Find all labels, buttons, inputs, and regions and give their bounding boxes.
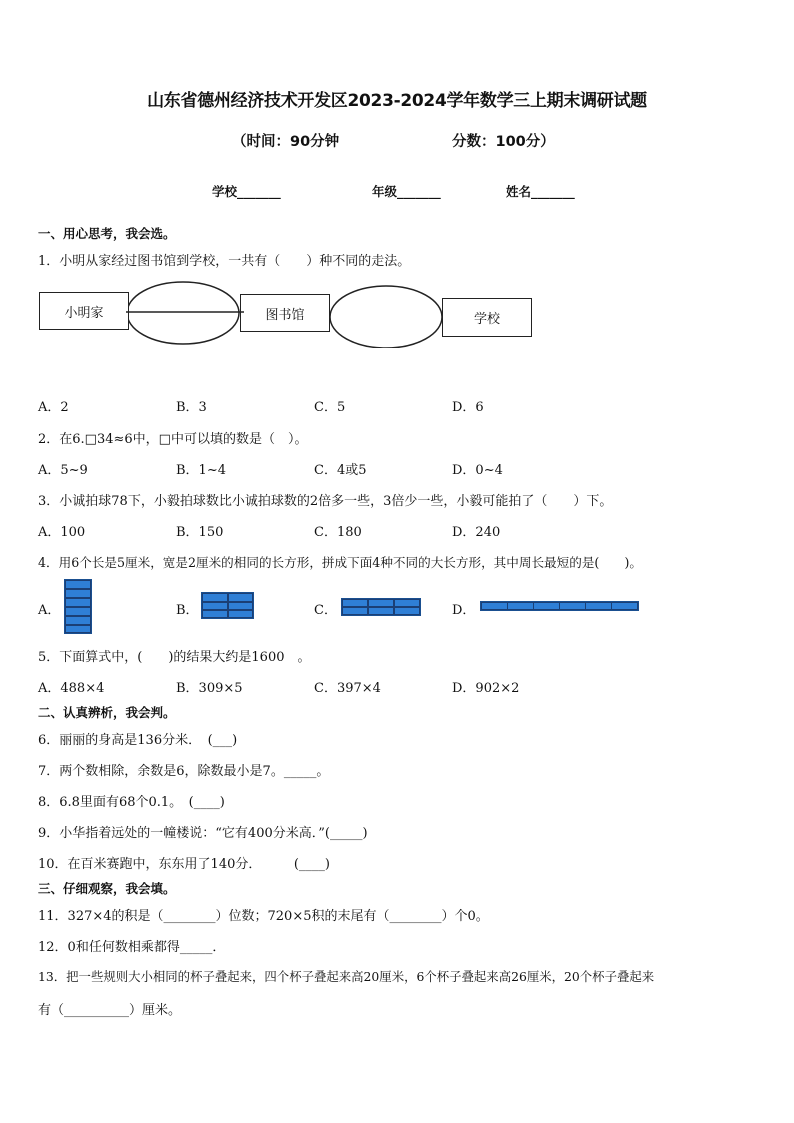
q1-option-b[interactable]: B．3 [176,400,207,415]
q4-figure-c-cell [342,599,368,607]
question-9[interactable]: 9．小华指着远处的一幢楼说：“它有400分米高．”(_____) [38,826,368,841]
q4-figure-b-cell [202,593,228,602]
route-loop-2 [330,286,442,348]
q4-figure-c-cell [342,607,368,615]
q1-option-d[interactable]: D．6 [452,400,484,415]
route-middle-line [126,310,246,314]
q3-option-d[interactable]: D．240 [452,525,501,540]
question-13-line-2[interactable]: 有（__________）厘米。 [38,1003,182,1018]
question-1: 1．小明从家经过图书馆到学校，一共有（ ）种不同的走法。 [38,254,411,269]
library-box: 图书馆 [240,294,330,332]
question-10[interactable]: 10．在百米赛跑中，东东用了140分． (____) [38,857,330,872]
question-12[interactable]: 12．0和任何数相乘都得_____． [38,940,226,955]
q4-figure-a-cell [65,580,91,589]
q2-option-d[interactable]: D．0~4 [452,463,503,478]
q4-figure-c-cell [368,607,394,615]
q4-figure-a-cell [65,607,91,616]
q4-option-d-label[interactable]: D． [452,603,476,618]
q4-figure-c-cell [368,599,394,607]
q4-figure-b-cell [228,593,253,602]
question-2: 2．在6.□34≈6中，□中可以填的数是（ ）。 [38,432,308,447]
q4-figure-a-cell [65,598,91,607]
question-13-line-1: 13．把一些规则大小相同的杯子叠起来，四个杯子叠起来高20厘米，6个杯子叠起来高26厘米，20个杯子叠起来 [38,969,655,984]
q4-figure-c-cell [394,599,420,607]
exam-time: （时间：90分钟 [232,134,340,150]
q4-figure-a-cell [65,589,91,598]
q4-figure-d-cell [559,602,586,610]
section-heading-judge: 二、认真辨析，我会判。 [38,705,176,720]
q2-option-b[interactable]: B．1~4 [176,463,226,478]
q5-option-d[interactable]: D．902×2 [452,681,520,696]
q5-option-a[interactable]: A．488×4 [38,681,105,696]
q4-figure-d-cell [507,602,534,610]
grade-field[interactable]: 年级_______ [372,184,441,199]
section-heading-choice: 一、用心思考，我会选。 [38,226,176,241]
question-6[interactable]: 6．丽丽的身高是136分米． (___) [38,733,238,748]
q4-figure-a [64,579,92,634]
question-3: 3．小诚拍球78下，小毅拍球数比小诚拍球数的2倍多一些，3倍少一些，小毅可能拍了（ ）下。 [38,494,613,509]
q4-figure-c-cell [394,607,420,615]
q4-option-b-label[interactable]: B． [176,603,199,618]
q4-figure-b [201,592,254,619]
q4-figure-b-cell [202,610,228,618]
q3-option-a[interactable]: A．100 [38,525,86,540]
q2-option-a[interactable]: A．5~9 [38,463,88,478]
school-box: 学校 [442,298,532,337]
q5-option-c[interactable]: C．397×4 [314,681,381,696]
question-4: 4．用6个长是5厘米，宽是2厘米的相同的长方形，拼成下面4种不同的大长方形，其中周长最短的是( )。 [38,555,643,570]
q4-figure-a-cell [65,625,91,633]
name-field[interactable]: 姓名_______ [506,184,575,199]
q3-option-c[interactable]: C．180 [314,525,362,540]
q4-figure-b-cell [228,610,253,618]
q4-figure-d-cell [585,602,612,610]
q4-figure-a-cell [65,616,91,625]
q1-option-c[interactable]: C．5 [314,400,346,415]
q2-option-c[interactable]: C．4或5 [314,463,367,478]
page-title: 山东省德州经济技术开发区2023-2024学年数学三上期末调研试题 [147,91,647,111]
q5-option-b[interactable]: B．309×5 [176,681,243,696]
q4-figure-d [480,601,639,611]
q4-figure-d-cell [481,602,508,610]
q4-figure-c [341,598,421,616]
question-11[interactable]: 11．327×4的积是（________）位数；720×5积的末尾有（________）个0。 [38,909,489,924]
school-field[interactable]: 学校_______ [212,184,281,199]
question-5: 5．下面算式中，( )的结果大约是1600 。 [38,650,311,665]
q4-figure-b-cell [202,602,228,610]
q4-figure-d-cell [611,602,638,610]
question-7[interactable]: 7．两个数相除，余数是6，除数最小是7。_____。 [38,764,330,779]
q4-figure-b-cell [228,602,253,610]
q3-option-b[interactable]: B．150 [176,525,224,540]
question-8[interactable]: 8．6.8里面有68个0.1。 (____) [38,795,225,810]
q4-option-c-label[interactable]: C． [314,603,337,618]
section-heading-fill: 三、仔细观察，我会填。 [38,881,176,896]
q4-figure-d-cell [533,602,560,610]
q1-option-a[interactable]: A．2 [38,400,69,415]
exam-score: 分数：100分） [452,134,555,150]
q4-option-a-label[interactable]: A． [38,603,61,618]
home-box: 小明家 [39,292,129,330]
